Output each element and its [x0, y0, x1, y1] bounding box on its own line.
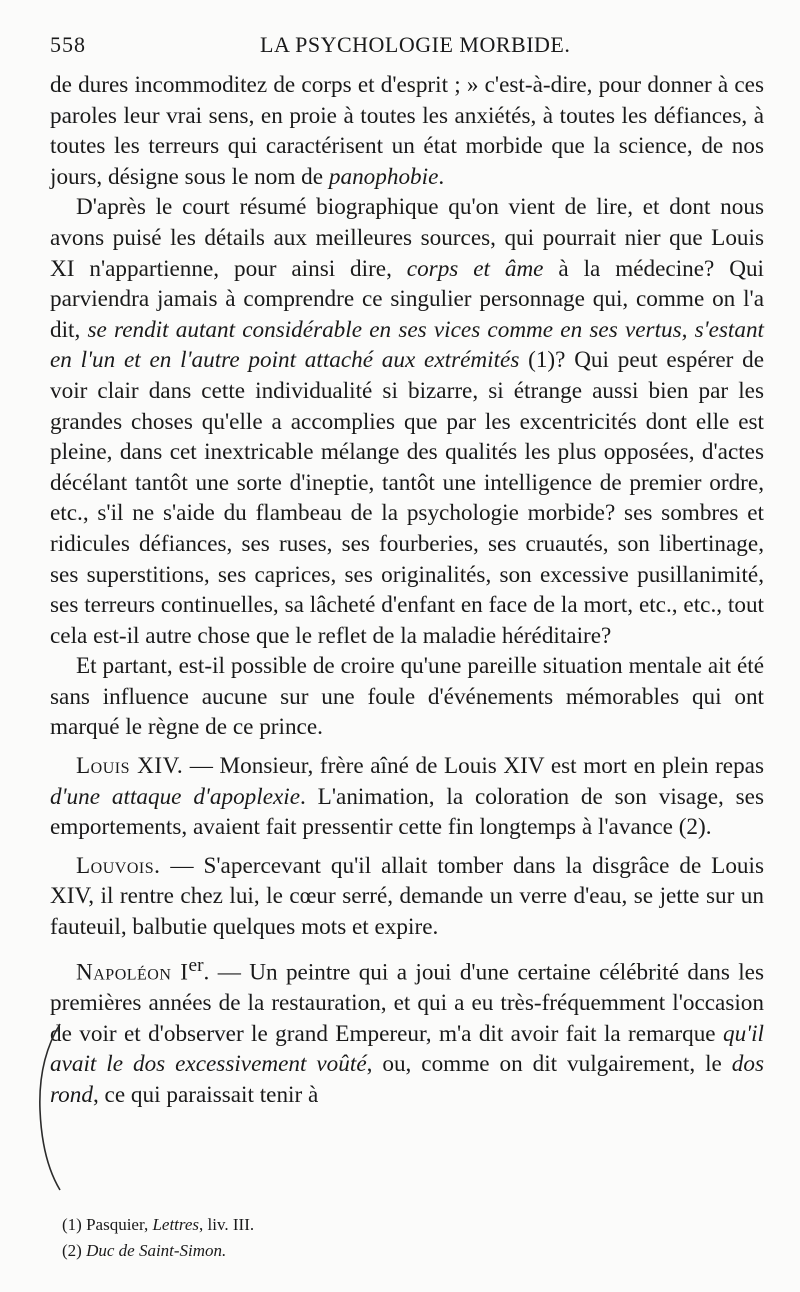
- italic-phrase: d'une attaque d'apoplexie: [50, 783, 301, 810]
- footnote-author: Pasquier,: [86, 1215, 153, 1234]
- footnote-label: (2): [62, 1241, 87, 1260]
- footnote-2: [62, 1238, 762, 1264]
- italic-quotation: se rendit autant considérable en ses vices comme en ses vertus, s'estant en l'un et en l'autre point attaché aux extrémités: [50, 316, 765, 374]
- page-number: 558: [50, 32, 86, 57]
- text-run: . L'animation, la coloration de son visage, ses emportements, avaient fait pressentir cette fin longtemps à l'avance (2).: [50, 783, 764, 841]
- text-run: D'après le court résumé biographique qu'on vient de lire, et dont nous avons puisé les détails aux meilleures sources, qui pourrait nier que Louis XI n'appartienne, pour ainsi dire,: [50, 194, 764, 282]
- section-head: Louis XIV.: [76, 753, 184, 780]
- paragraph-conclusion: Et partant, est-il possible de croire qu'une pareille situation mentale ait été sans influence aucune sur une foule d'événements mémorables qui ont marqué le règne de ce prince.: [50, 653, 764, 741]
- body-text: [50, 70, 764, 1110]
- running-title: LA PSYCHOLOGIE MORBIDE.: [260, 32, 571, 57]
- text-run: (1)? Qui peut espérer de voir clair dans cette individualité si bizarre, si étrange aussi bien par les grandes choses qu'elle a accomplies que par les excentricités dont elle est pleine, dans cet inextricable mélange des qualités les plus opposées, d'actes décélant tantôt une sorte d'ineptie, tantôt une intelligence de premier ordre, etc., s'il ne s'aide du flambeau de la psychologie morbide? ses sombres et ridicules défiances, ses ruses, ses fourberies, ses cruautés, son libertinage, ses superstitions, ses caprices, ses originalités, son excessive pusillanimité, ses terreurs continuelles, sa lâcheté d'enfant en face de la mort, etc., etc., tout cela est-il autre chose que le reflet de la maladie héréditaire?: [50, 347, 764, 649]
- footnote-1: [62, 1212, 762, 1238]
- section-louis-xiv: [50, 751, 764, 843]
- footnote-work: Lettres: [152, 1215, 200, 1234]
- section-head: Louvois.: [76, 852, 161, 879]
- footnote-rest: , liv. III.: [199, 1215, 255, 1234]
- paragraph-panophobie: [50, 70, 764, 192]
- text-run: . — Un peintre qui a joui d'une certaine célébrité dans les premières années de la restauration, et qui a eu très-fréquemment l'occasion de voir et d'observer le grand Empereur, m'a dit avoir fait la remarque: [50, 959, 764, 1047]
- text-run: .: [438, 163, 445, 190]
- footnote-text: Duc de Saint-Simon.: [86, 1241, 227, 1260]
- superscript: er: [188, 954, 204, 976]
- section-head: Napoléon I: [76, 959, 189, 986]
- text-run: à la médecine? Qui parviendra jamais à comprendre ce singulier personnage qui, comme on l'a dit,: [50, 255, 764, 343]
- section-napoleon: [50, 951, 764, 1111]
- italic-phrase: dos rond: [50, 1051, 764, 1108]
- running-head: [50, 32, 764, 62]
- italic-phrase: qu'il avait le dos excessivement voûté: [50, 1020, 764, 1078]
- italic-term: panophobie: [328, 163, 439, 190]
- pen-bracket-mark: [34, 1020, 64, 1195]
- text-run: , ce qui paraissait tenir à: [92, 1081, 319, 1108]
- paragraph-louis-xi: [50, 192, 764, 651]
- footnote-label: (1): [62, 1215, 87, 1234]
- text-run: — Monsieur, frère aîné de Louis XIV est mort en plein repas: [183, 753, 764, 780]
- text-run: — S'apercevant qu'il allait tomber dans la disgrâce de Louis XIV, il rentre chez lui, le cœur serré, demande un verre d'eau, se jette sur un fauteuil, balbutie quelques mots et expire.: [50, 852, 764, 941]
- italic-phrase: corps et âme: [406, 255, 544, 282]
- section-louvois: [50, 851, 764, 943]
- text-run: , ou, comme on dit vulgairement, le: [366, 1051, 732, 1078]
- text-run: de dures incommoditez de corps et d'esprit ; » c'est-à-dire, pour donner à ces paroles leur vrai sens, en proie à toutes les anxiétés, à toutes les défiances, à toutes les terreurs qui caractérisent un état morbide que la science, de nos jours, désigne sous le nom de: [50, 72, 764, 190]
- footnotes: [62, 1212, 762, 1264]
